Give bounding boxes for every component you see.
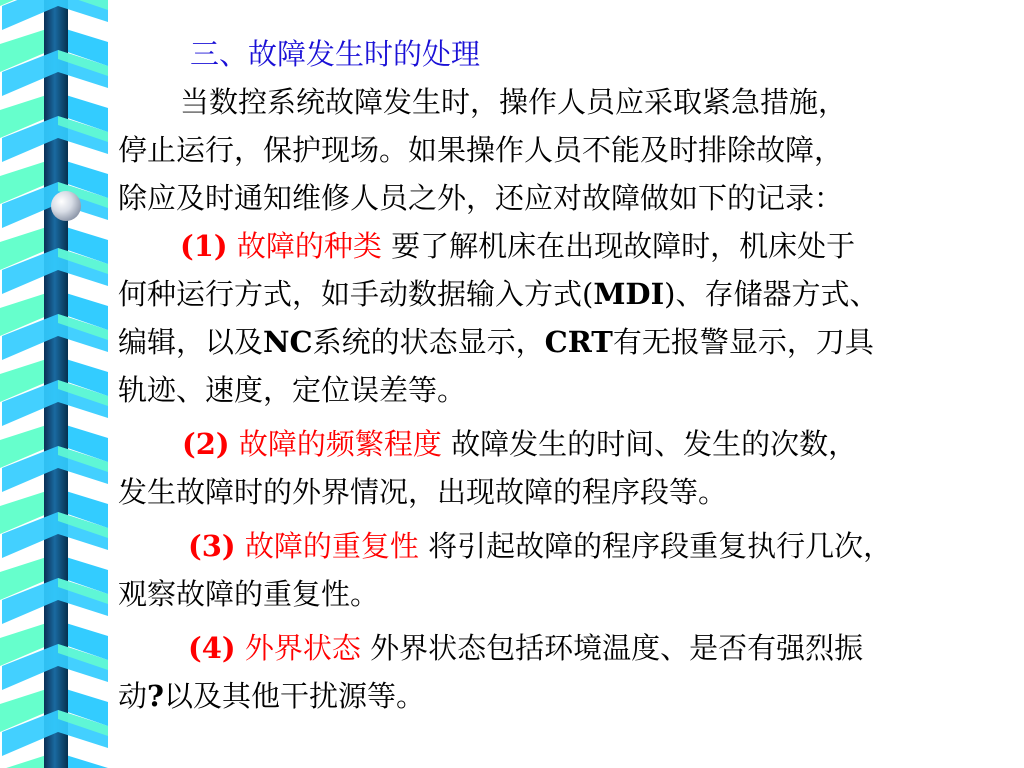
item-1-line-3-c: 系统的状态显示， xyxy=(312,325,545,359)
item-1-line-2 xyxy=(118,270,1008,318)
item-4-text: 外界状态包括环境温度、是否有强烈振 xyxy=(370,631,864,665)
item-2-heading: 故障的频繁程度 xyxy=(238,427,442,461)
intro-line-2: 停止运行，保护现场。如果操作人员不能及时排除故障， xyxy=(118,133,844,167)
item-1-line-2-c: )、存储器方式、 xyxy=(664,277,879,311)
item-1-line-3-e: 有无报警显示，刀具 xyxy=(612,325,874,359)
item-2-first-line xyxy=(118,420,1008,468)
item-3-line-2: 观察故障的重复性。 xyxy=(118,577,380,611)
item-2-line-2: 发生故障时的外界情况，出现故障的程序段等。 xyxy=(118,475,728,509)
spiral-binding-decoration xyxy=(0,0,112,768)
item-1-number: (1) xyxy=(180,229,228,263)
item-1-heading: 故障的种类 xyxy=(236,229,382,263)
item-1-text: 要了解机床在出现故障时，机床处于 xyxy=(391,229,856,263)
item-3-heading: 故障的重复性 xyxy=(244,529,419,563)
item-3-first-line xyxy=(118,522,1008,570)
intro-line-1: 当数控系统故障发生时，操作人员应采取紧急措施， xyxy=(180,85,848,119)
item-1-mdi: MDI xyxy=(593,277,665,311)
item-2-number: (2) xyxy=(182,427,230,461)
item-1-line-3 xyxy=(118,318,1008,366)
item-1-nc: NC xyxy=(263,325,313,359)
item-1-line-3-a: 编辑，以及 xyxy=(118,325,264,359)
item-4-first-line xyxy=(118,624,1008,672)
item-1-crt: CRT xyxy=(544,325,613,359)
slide-content xyxy=(118,30,1008,720)
item-3-number: (3) xyxy=(188,529,236,563)
item-1-line-4: 轨迹、速度，定位误差等。 xyxy=(118,373,467,407)
intro-line-3: 除应及时通知维修人员之外，还应对故障做如下的记录： xyxy=(118,181,844,215)
spiral-bead xyxy=(51,191,81,221)
item-1-line-2-a: 何种运行方式，如手动数据输入方式( xyxy=(118,277,594,311)
item-4-line-2 xyxy=(118,672,1008,720)
item-1-first-line xyxy=(118,222,1008,270)
item-3-text: 将引起故障的程序段重复执行几次， xyxy=(428,529,893,563)
item-2-text: 故障发生的时间、发生的次数， xyxy=(451,427,858,461)
item-4-question: ? xyxy=(147,679,165,713)
slide-title: 三、故障发生时的处理 xyxy=(190,37,481,71)
item-4-line-2-c: 以及其他干扰源等。 xyxy=(164,679,426,713)
item-4-line-2-a: 动 xyxy=(118,679,148,713)
item-4-heading: 外界状态 xyxy=(244,631,361,665)
item-4-number: (4) xyxy=(188,631,236,665)
